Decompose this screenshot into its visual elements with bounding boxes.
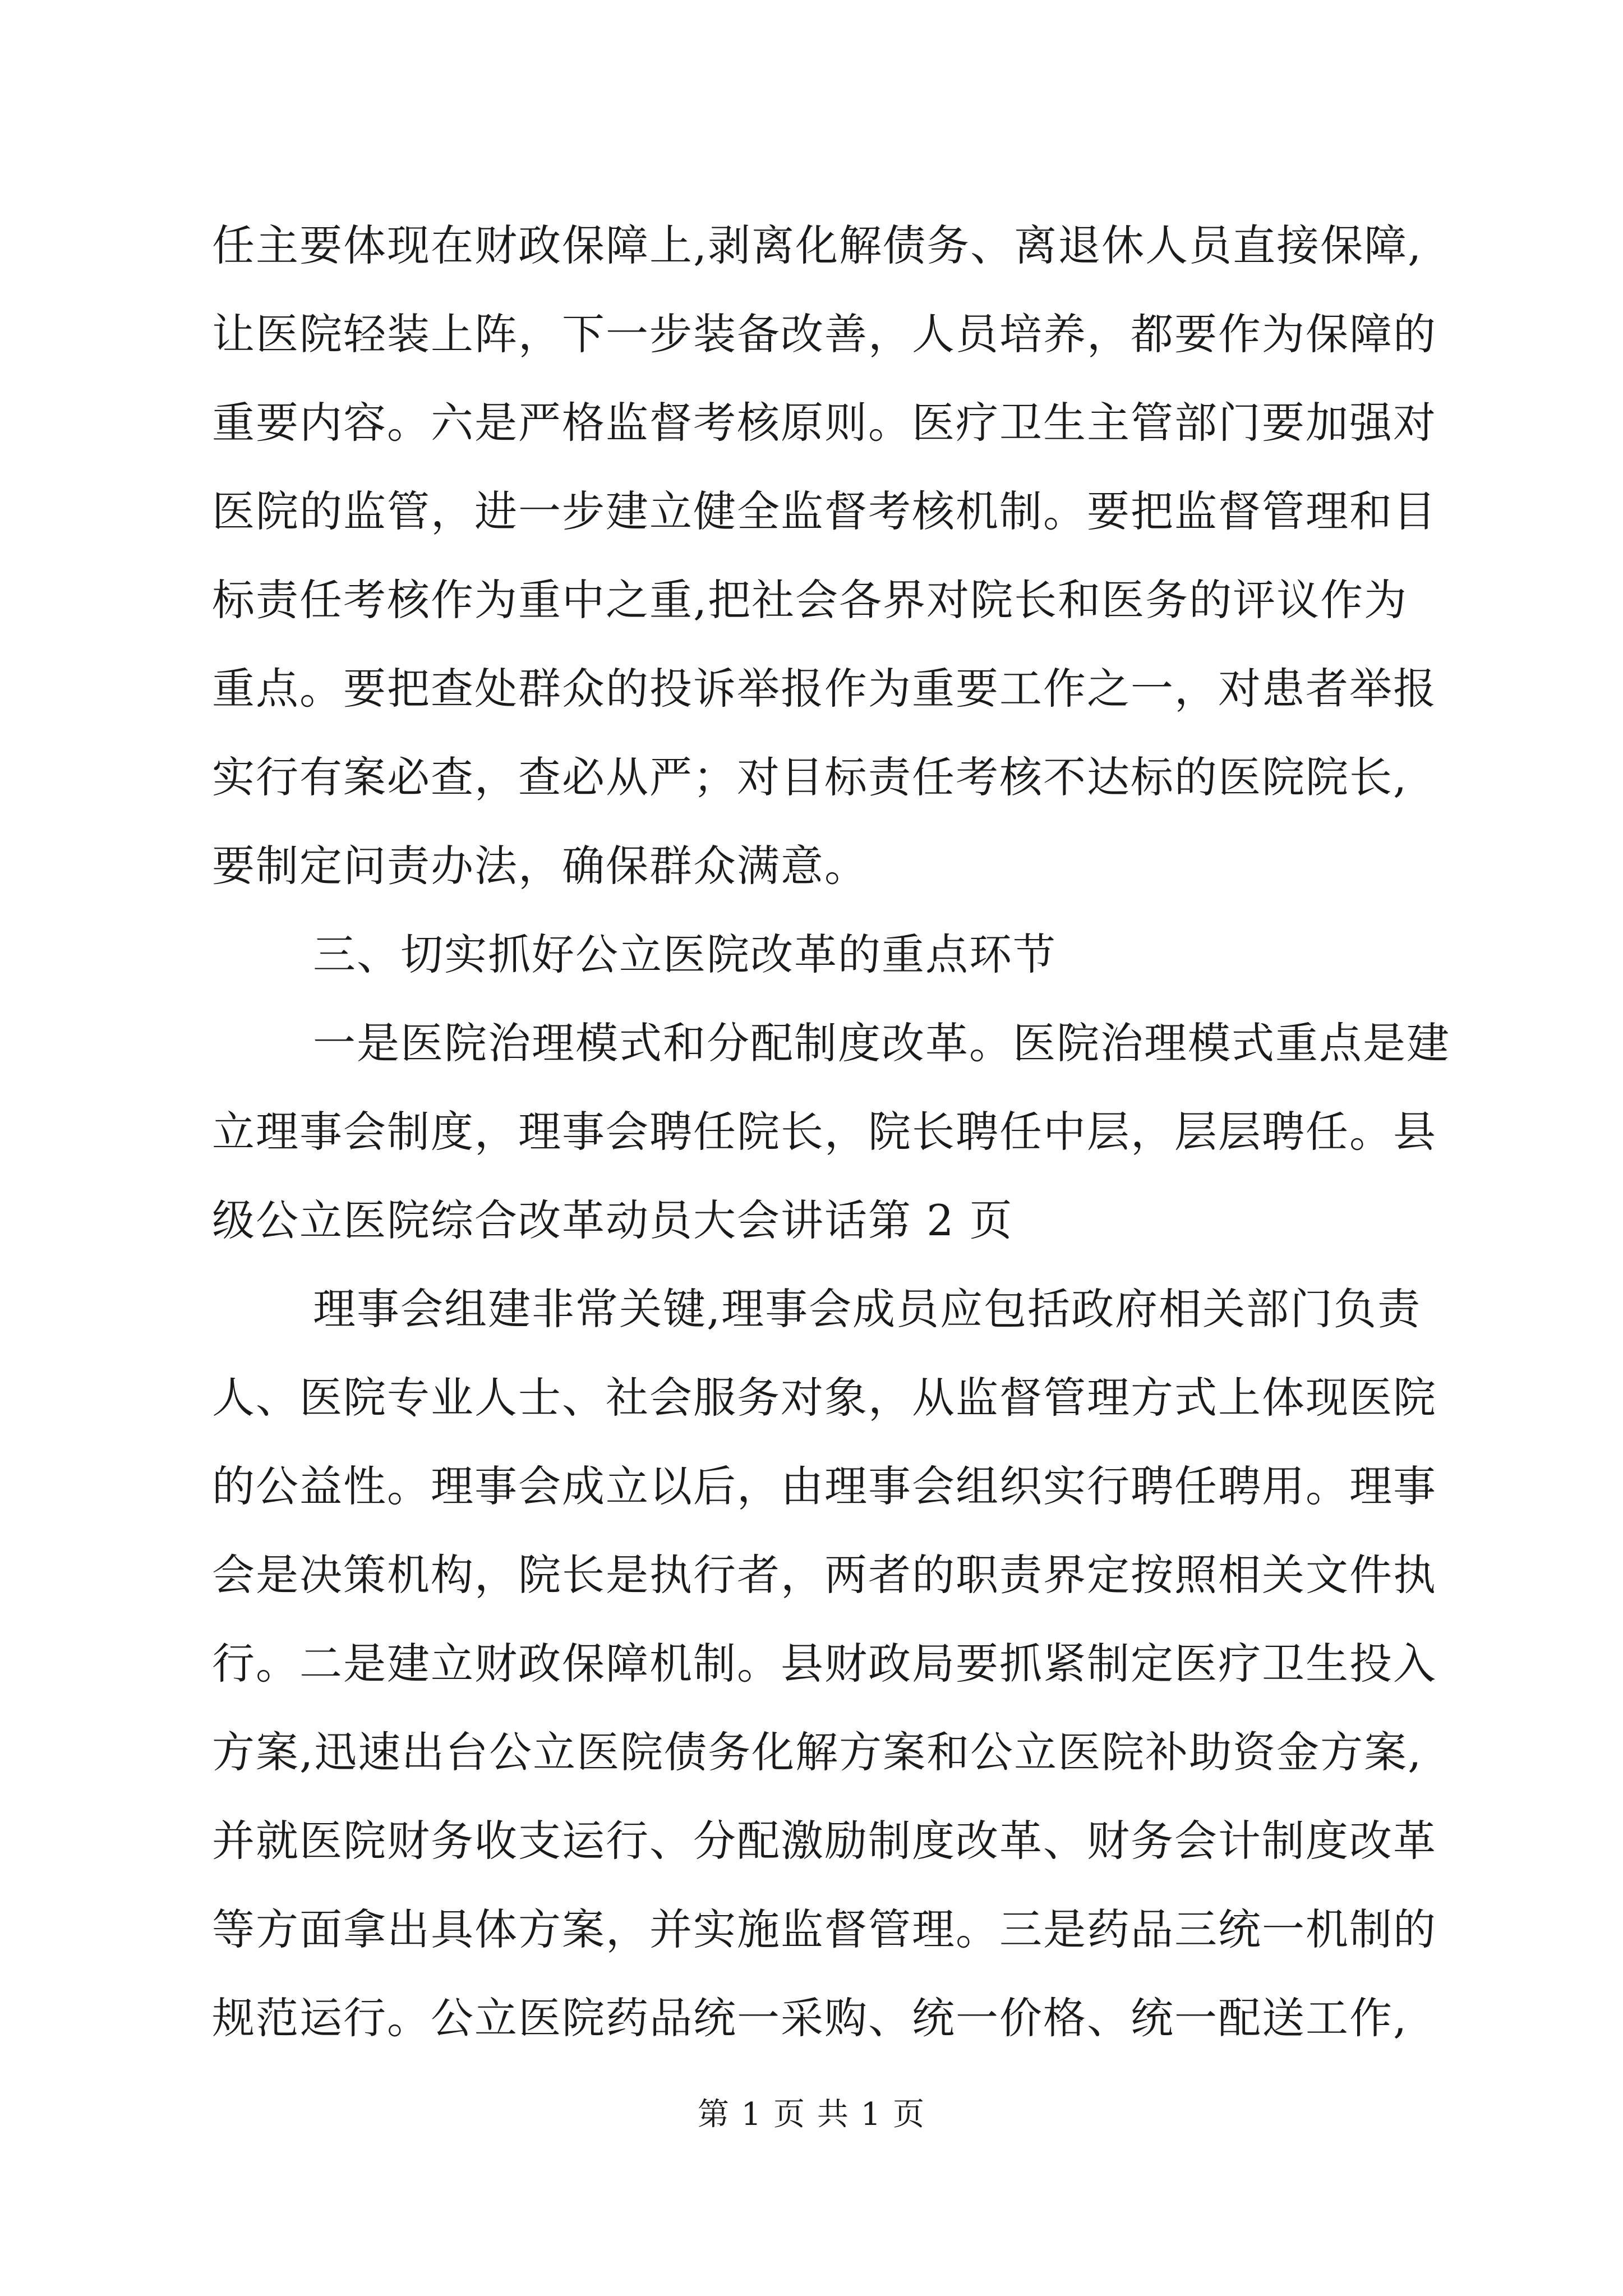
text-line: 的公益性。理事会成立以后，由理事会组织实行聘任聘用。理事 [212,1461,1437,1511]
section-heading: 三、切实抓好公立医院改革的重点环节 [313,930,1057,979]
text-line: 一是医院治理模式和分配制度改革。医院治理模式重点是建 [313,1018,1450,1068]
page-number-footer: 第 1 页 共 1 页 [697,2096,926,2133]
text-line: 行。二是建立财政保障机制。县财政局要抓紧制定医疗卫生投入 [212,1639,1437,1688]
text-line: 级公立医院综合改革动员大会讲话第 2 页 [212,1195,1013,1245]
text-line: 重点。要把查处群众的投诉举报作为重要工作之一，对患者举报 [212,664,1437,714]
text-line: 等方面拿出具体方案，并实施监督管理。三是药品三统一机制的 [212,1904,1437,1954]
text-line: 实行有案必查，查必从严；对目标责任考核不达标的医院院长, [212,752,1408,802]
text-line: 立理事会制度，理事会聘任院长，院长聘任中层，层层聘任。县 [212,1107,1437,1157]
text-line: 医院的监管，进一步建立健全监督考核机制。要把监督管理和目 [212,486,1437,536]
text-line: 规范运行。公立医院药品统一采购、统一价格、统一配送工作, [212,1993,1408,2043]
text-line: 理事会组建非常关键,理事会成员应包括政府相关部门负责 [313,1284,1422,1334]
text-line: 要制定问责办法，确保群众满意。 [212,841,868,891]
text-line: 并就医院财务收支运行、分配激励制度改革、财务会计制度改革 [212,1816,1437,1866]
text-line: 重要内容。六是严格监督考核原则。医疗卫生主管部门要加强对 [212,398,1437,448]
text-line: 人、医院专业人士、社会服务对象，从监督管理方式上体现医院 [212,1373,1437,1423]
text-line: 标责任考核作为重中之重,把社会各界对院长和医务的评议作为 [212,575,1408,625]
text-line: 任主要体现在财政保障上,剥离化解债务、离退休人员直接保障, [212,220,1423,270]
text-line: 方案,迅速出台公立医院债务化解方案和公立医院补助资金方案, [212,1727,1423,1777]
text-line: 让医院轻装上阵，下一步装备改善，人员培养，都要作为保障的 [212,309,1437,359]
text-line: 会是决策机构，院长是执行者，两者的职责界定按照相关文件执 [212,1550,1437,1600]
